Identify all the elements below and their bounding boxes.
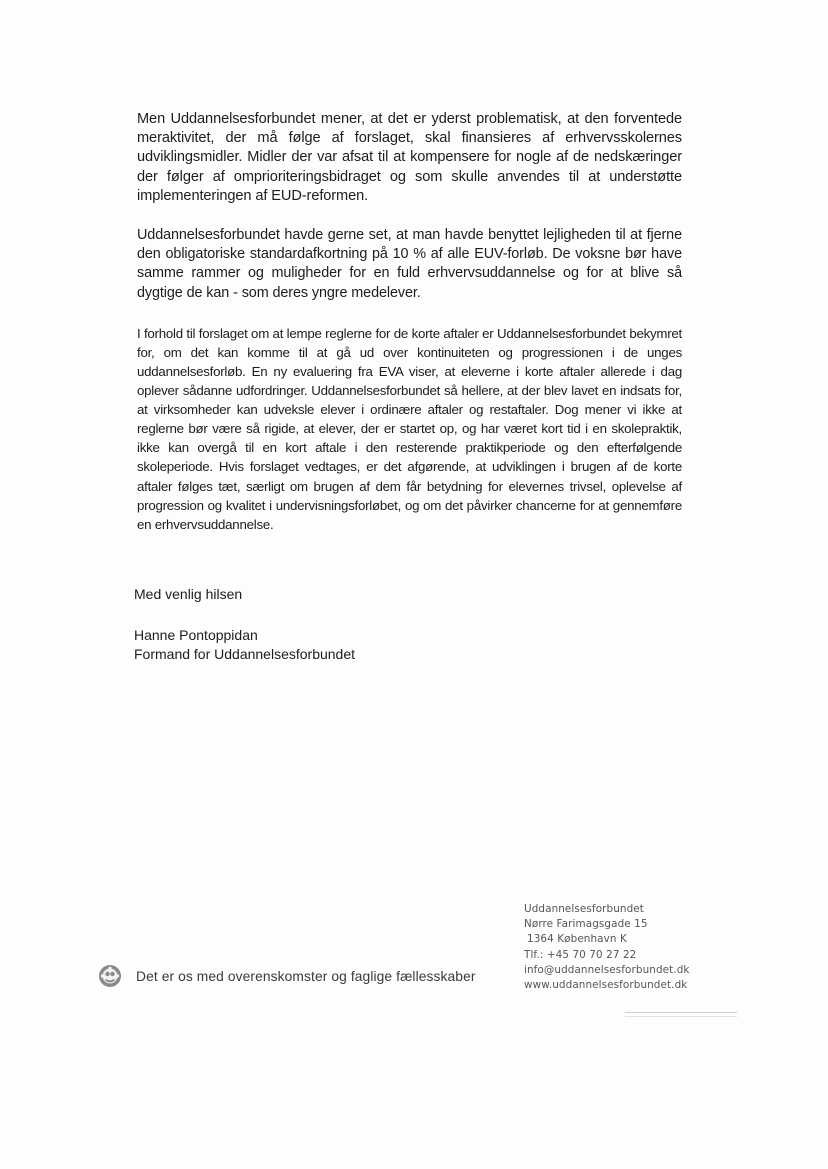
uddannelsesforbundet-logo-icon (98, 964, 122, 988)
signatory-title: Formand for Uddannelsesforbundet (134, 646, 356, 662)
closing-greeting: Med venlig hilsen (134, 586, 243, 602)
paragraph-finansiering: Men Uddannelsesforbundet mener, at det er yderst problematisk, at den forventede meraktivitet, der må følge af forslaget, skal finansieres af erhvervsskolernes udviklingsmidler. Midler der var afsat til at kompensere for nogle af de nedskæringer der følger af omprioriteringsbidraget og som skulle anvendes til at understøtte implementeringen af EUD-reformen. (137, 111, 682, 204)
footer-address (524, 902, 690, 993)
footer-slogan (98, 964, 476, 988)
paragraph-standardafkortning: Uddannelsesforbundet havde gerne set, at man havde benyttet lejligheden til at fjerne den obligatoriske standardafkortning på 10 % af alle EUV-forløb. De voksne bør have samme rammer og muligheder for en fuld erhvervsuddannelse og for at blive så dygtige de kan - som deres yngre medelever. (137, 227, 682, 301)
slogan-text: Det er os med overenskomster og faglige fællesskaber (136, 968, 476, 984)
address-phone: Tlf.: +45 70 70 27 22 (524, 948, 637, 961)
signatory-name: Hanne Pontoppidan (134, 627, 258, 643)
address-city: 1364 København K (527, 933, 627, 946)
paragraph-korte-aftaler: I forhold til forslaget om at lempe reglerne for de korte aftaler er Uddannelsesforbundet bekymret for, om det kan komme til at gå ud over kontinuiteten og progressionen i de unges uddannelsesforløb. En ny evaluering fra EVA viser, at eleverne i korte aftaler allerede i dag oplever sådanne udfordringer. Uddannelsesforbundet så hellere, at der blev lavet en indsats for, at virksomheder kan udveksle elever i ordinære aftaler og restaftaler. Dog mener vi ikke at reglerne bør være så rigide, at elever, der er startet op, og har været kort tid i en skolepraktik, ikke kan overgå til en kort aftale i den resterende praktikperiode og den efterfølgende skoleperiode. Hvis forslaget vedtages, er det afgørende, at udviklingen i brugen af de korte aftaler følges tæt, særligt om brugen af dem får betydning for elevernes trivsel, oplevelse af progression og kvalitet i undervisningsforløbet, og om det påvirker chancerne for at gennemføre en erhvervsuddannelse. (137, 325, 682, 532)
address-web: www.uddannelsesforbundet.dk (524, 979, 688, 992)
address-email: info@uddannelsesforbundet.dk (524, 963, 690, 976)
footer-rule (625, 1012, 737, 1013)
address-org: Uddannelsesforbundet (524, 903, 644, 915)
letter-body (137, 110, 682, 534)
footer-rule-secondary (625, 1016, 737, 1017)
signature-block (134, 626, 355, 664)
address-street: Nørre Farimagsgade 15 (524, 918, 648, 931)
